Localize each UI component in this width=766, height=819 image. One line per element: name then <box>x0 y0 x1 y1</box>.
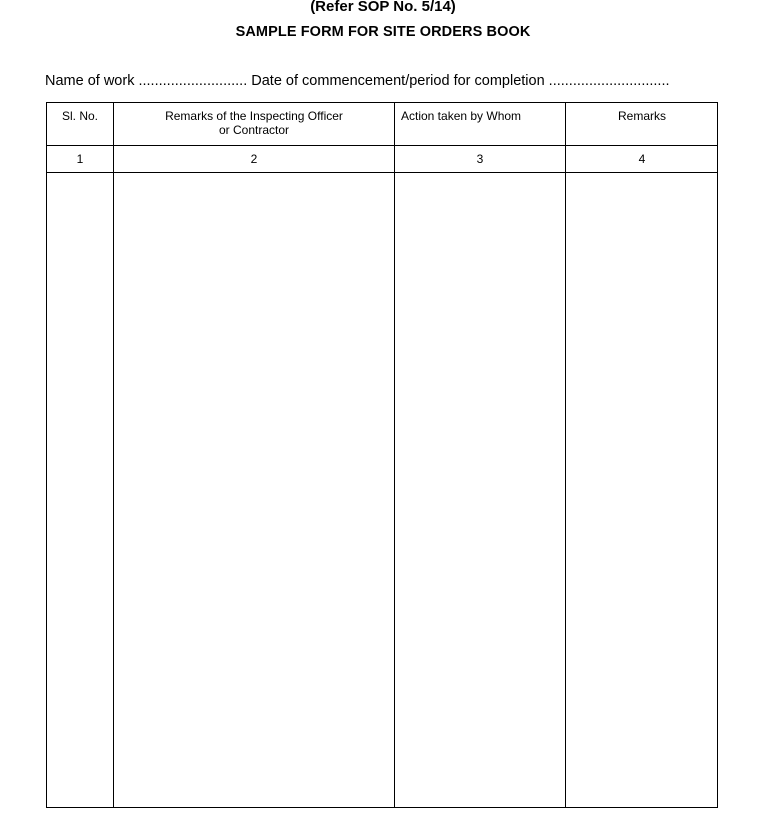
column-number-3: 3 <box>476 152 484 166</box>
column-number-4: 4 <box>638 152 646 166</box>
header-remarks: Remarks <box>617 109 666 123</box>
column-divider <box>394 103 395 807</box>
column-divider <box>113 103 114 807</box>
sop-reference: (Refer SOP No. 5/14) <box>310 0 456 15</box>
work-details-line: Name of work ........................... Date of commencement/period for completion .............................. <box>45 73 670 89</box>
header-sl-no: Sl. No. <box>61 109 98 123</box>
form-title: SAMPLE FORM FOR SITE ORDERS BOOK <box>235 24 531 40</box>
number-row-divider <box>47 172 717 173</box>
column-number-2: 2 <box>250 152 258 166</box>
site-orders-table <box>46 102 718 808</box>
column-number-1: 1 <box>76 152 84 166</box>
header-action-taken: Action taken by Whom <box>401 109 522 123</box>
header-inspecting-officer-remarks: Remarks of the Inspecting Officer or Contractor <box>165 109 343 137</box>
header-divider <box>47 145 717 146</box>
column-divider <box>565 103 566 807</box>
